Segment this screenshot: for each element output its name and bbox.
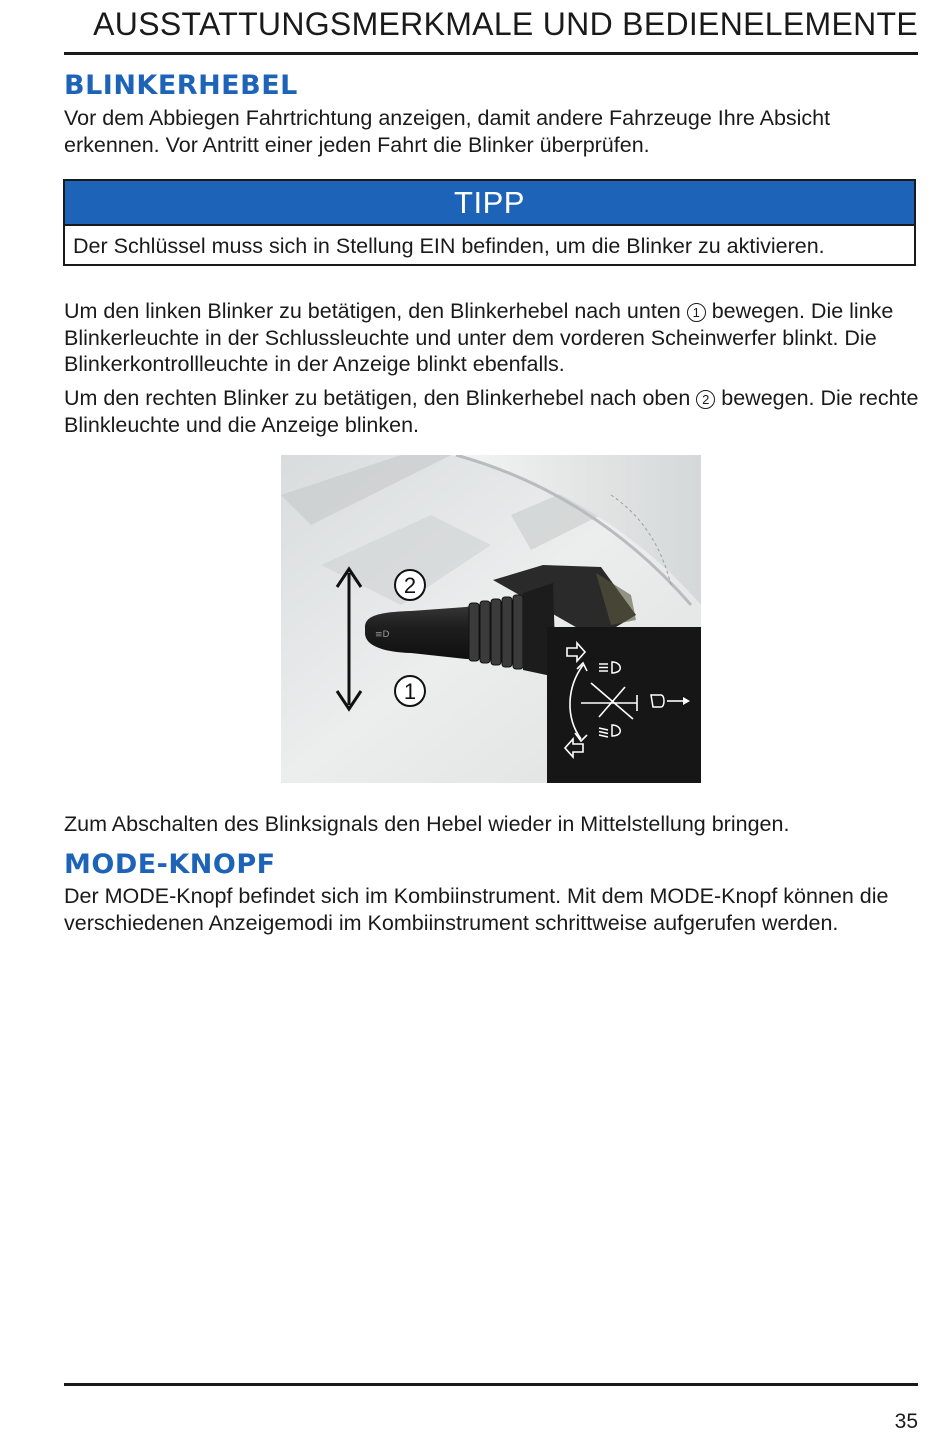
right-indicator-paragraph [64, 385, 924, 438]
tip-text: Der Schlüssel muss sich in Stellung EIN befinden, um die Blinker zu aktivieren. [73, 234, 825, 258]
marker-2: 2 [696, 390, 715, 409]
lever-rib [480, 601, 490, 663]
lever-rib [502, 597, 512, 667]
callout-2-label: 2 [403, 573, 417, 598]
mode-text: Der MODE-Knopf befindet sich im Kombiinstrument. Mit dem MODE-Knopf können die verschiedenen Anzeigemodi im Kombiinstrument schrittweise aufgerufen werden. [64, 884, 889, 935]
footer-rule [64, 1383, 918, 1386]
lever-rib [469, 603, 479, 661]
left-indicator-text-after: bewegen. Die linke Blinkerleuchte in der Schlussleuchte und unter dem vorderen Scheinwerfer blinkt. Die Blinkerkontrollleuchte in der Anzeige blinkt ebenfalls. [64, 299, 894, 376]
tip-box [63, 179, 916, 266]
turn-signal-lever-figure [281, 455, 701, 783]
lever-tip-symbol: ≡D [375, 630, 390, 640]
blinker-intro: Vor dem Abbiegen Fahrtrichtung anzeigen, damit andere Fahrzeuge Ihre Absicht erkennen. Vor Antritt einer jeden Fahrt die Blinker überprüfen. [64, 106, 831, 157]
right-indicator-text-before: Um den rechten Blinker zu betätigen, den Blinkerhebel nach oben [64, 386, 691, 410]
callout-1-label: 1 [403, 679, 417, 704]
marker-1: 1 [687, 303, 706, 322]
left-indicator-paragraph [64, 298, 924, 378]
tip-title: TIPP [65, 181, 914, 226]
page-number: 35 [894, 1410, 918, 1433]
lever-photo [281, 455, 701, 783]
right-indicator-text-after: bewegen. Die rechte Blinkleuchte und die Anzeige blinken. [64, 386, 919, 437]
left-indicator-text-before: Um den linken Blinker zu betätigen, den Blinkerhebel nach unten [64, 299, 681, 323]
section-heading-mode-knopf: MODE-KNOPF [64, 849, 276, 880]
page-header [64, 4, 918, 55]
turn-off-text: Zum Abschalten des Blinksignals den Hebel wieder in Mittelstellung bringen. [64, 812, 790, 836]
lever-rib [491, 599, 501, 665]
page-header-title: AUSSTATTUNGSMERKMALE UND BEDIENELEMENTE [93, 6, 918, 42]
lever-rib [513, 595, 523, 669]
section-heading-blinkerhebel: BLINKERHEBEL [64, 70, 298, 101]
